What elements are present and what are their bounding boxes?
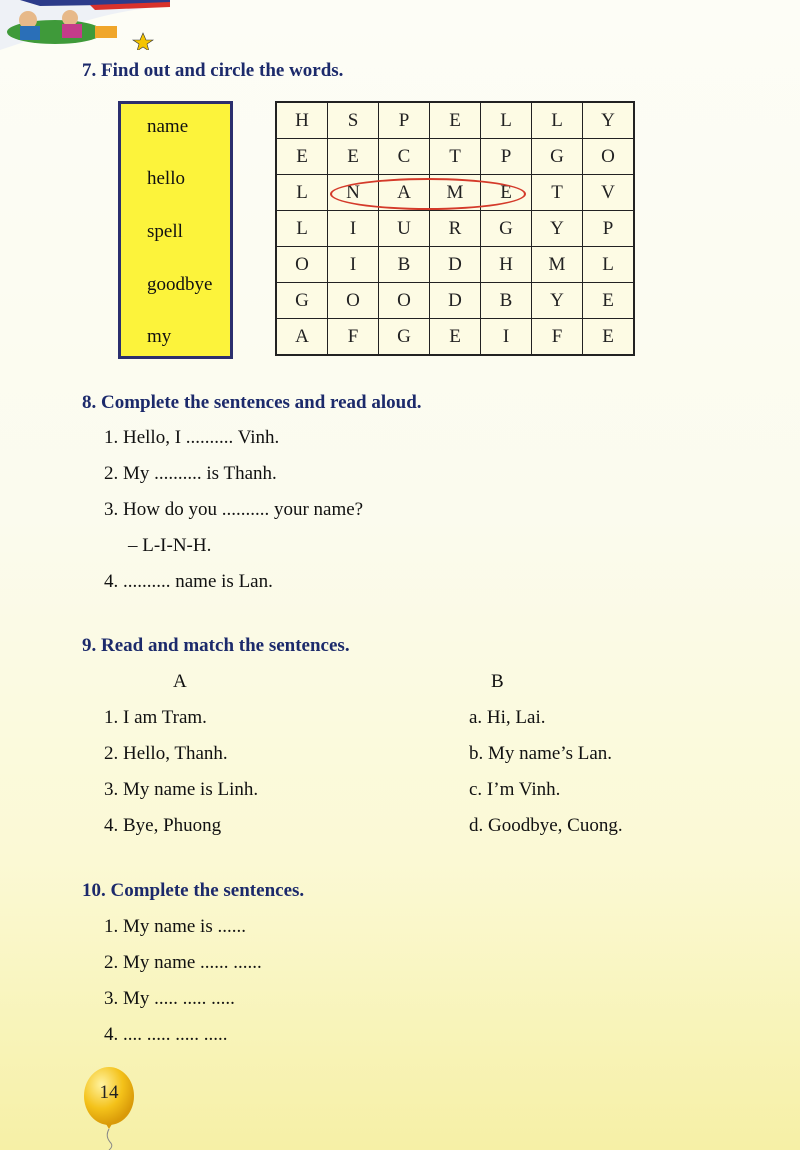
grid-cell[interactable]: D xyxy=(430,283,481,319)
match-item-a: 3. My name is Linh. xyxy=(104,779,259,800)
grid-cell[interactable]: E xyxy=(583,319,635,356)
column-b-label: B xyxy=(491,671,504,692)
grid-cell[interactable]: Y xyxy=(532,283,583,319)
page-number-balloon xyxy=(82,1066,136,1132)
sentence-line: – L-I-N-H. xyxy=(128,535,212,556)
grid-cell[interactable]: A xyxy=(276,319,328,356)
grid-row xyxy=(276,175,634,211)
grid-row xyxy=(276,102,634,139)
grid-cell[interactable]: G xyxy=(481,211,532,247)
grid-cell[interactable]: P xyxy=(379,102,430,139)
grid-cell[interactable]: O xyxy=(276,247,328,283)
grid-cell[interactable]: B xyxy=(379,247,430,283)
grid-cell[interactable]: L xyxy=(481,102,532,139)
sentence-line: 1. My name is ...... xyxy=(104,916,246,937)
grid-cell[interactable]: E xyxy=(328,139,379,175)
exercise-10-title: 10. Complete the sentences. xyxy=(82,880,305,901)
match-item-a: 1. I am Tram. xyxy=(104,707,207,728)
sentence-line: 3. My ..... ..... ..... xyxy=(104,988,235,1009)
word-item: my xyxy=(147,326,172,347)
grid-row xyxy=(276,211,634,247)
grid-cell[interactable]: R xyxy=(430,211,481,247)
corner-illustration xyxy=(0,0,170,50)
grid-row xyxy=(276,247,634,283)
grid-row xyxy=(276,283,634,319)
word-search-grid xyxy=(275,101,635,356)
grid-cell[interactable]: L xyxy=(532,102,583,139)
grid-cell[interactable]: N xyxy=(328,175,379,211)
grid-cell[interactable]: B xyxy=(481,283,532,319)
grid-row xyxy=(276,139,634,175)
grid-cell[interactable]: Y xyxy=(532,211,583,247)
grid-cell[interactable]: E xyxy=(430,319,481,356)
sentence-line: 4. .... ..... ..... ..... xyxy=(104,1024,228,1045)
page-number: 14 xyxy=(99,1082,119,1103)
grid-cell[interactable]: Y xyxy=(583,102,635,139)
word-list-box xyxy=(118,101,233,359)
grid-cell[interactable]: H xyxy=(481,247,532,283)
grid-cell[interactable]: I xyxy=(328,247,379,283)
grid-cell[interactable]: G xyxy=(276,283,328,319)
column-a-label: A xyxy=(173,671,187,692)
grid-cell[interactable]: P xyxy=(481,139,532,175)
exercise-7-title: 7. Find out and circle the words. xyxy=(82,60,344,81)
grid-cell[interactable]: I xyxy=(481,319,532,356)
match-item-b: a. Hi, Lai. xyxy=(469,707,546,728)
exercise-9-title: 9. Read and match the sentences. xyxy=(82,635,350,656)
grid-cell[interactable]: E xyxy=(583,283,635,319)
exercise-8-title: 8. Complete the sentences and read aloud. xyxy=(82,392,422,413)
match-item-b: c. I’m Vinh. xyxy=(469,779,561,800)
word-item: name xyxy=(147,116,189,137)
match-item-b: b. My name’s Lan. xyxy=(469,743,613,764)
word-item: hello xyxy=(147,168,185,189)
sentence-line: 3. How do you .......... your name? xyxy=(104,499,364,520)
grid-cell[interactable]: O xyxy=(328,283,379,319)
match-item-a: 2. Hello, Thanh. xyxy=(104,743,228,764)
grid-cell[interactable]: G xyxy=(379,319,430,356)
match-item-a: 4. Bye, Phuong xyxy=(104,815,222,836)
grid-cell[interactable]: E xyxy=(430,102,481,139)
match-item-b: d. Goodbye, Cuong. xyxy=(469,815,623,836)
grid-cell[interactable]: G xyxy=(532,139,583,175)
grid-cell[interactable]: H xyxy=(276,102,328,139)
grid-cell[interactable]: F xyxy=(328,319,379,356)
grid-cell[interactable]: O xyxy=(379,283,430,319)
word-item: goodbye xyxy=(147,274,213,295)
grid-cell[interactable]: L xyxy=(583,247,635,283)
grid-cell[interactable]: L xyxy=(276,211,328,247)
grid-cell[interactable]: E xyxy=(276,139,328,175)
sentence-line: 1. Hello, I .......... Vinh. xyxy=(104,427,280,448)
word-item: spell xyxy=(147,221,183,242)
grid-cell[interactable]: U xyxy=(379,211,430,247)
sentence-line: 2. My .......... is Thanh. xyxy=(104,463,277,484)
grid-cell[interactable]: A xyxy=(379,175,430,211)
sentence-line: 2. My name ...... ...... xyxy=(104,952,262,973)
grid-cell[interactable]: M xyxy=(430,175,481,211)
grid-cell[interactable]: F xyxy=(532,319,583,356)
grid-cell[interactable]: E xyxy=(481,175,532,211)
grid-cell[interactable]: I xyxy=(328,211,379,247)
grid-cell[interactable]: D xyxy=(430,247,481,283)
grid-cell[interactable]: T xyxy=(430,139,481,175)
grid-cell[interactable]: T xyxy=(532,175,583,211)
grid-cell[interactable]: S xyxy=(328,102,379,139)
grid-cell[interactable]: O xyxy=(583,139,635,175)
grid-cell[interactable]: V xyxy=(583,175,635,211)
balloon-icon xyxy=(82,1066,136,1150)
sentence-line: 4. .......... name is Lan. xyxy=(104,571,273,592)
grid-cell[interactable]: P xyxy=(583,211,635,247)
grid-row xyxy=(276,319,634,356)
grid-cell[interactable]: C xyxy=(379,139,430,175)
grid-cell[interactable]: M xyxy=(532,247,583,283)
grid-cell[interactable]: L xyxy=(276,175,328,211)
